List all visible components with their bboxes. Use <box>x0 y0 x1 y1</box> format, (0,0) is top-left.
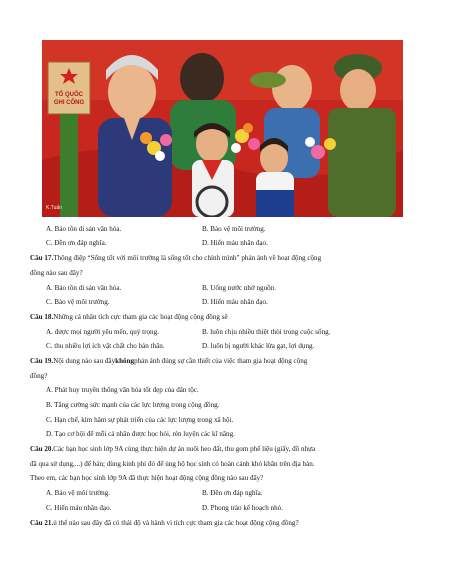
q19-option-a: A. Phát huy truyền thống văn hóa tốt đẹp của dân tộc. <box>46 386 199 395</box>
q16-option-d: D. Hiến máu nhân đạo. <box>202 239 268 248</box>
q18-options-row-2 <box>30 340 425 355</box>
question-document <box>30 222 425 530</box>
q17-stem-line-2 <box>30 266 425 281</box>
q21-text: ủ thể nào sau đây đã có thái độ và hành vi tích cực tham gia các hoạt động cộng đồng? <box>53 518 299 527</box>
q17-option-b: B. Uống nước nhớ nguồn. <box>202 283 277 292</box>
q17-text-2: đồng nào sau đây? <box>30 268 83 277</box>
poster-illustration <box>42 40 403 217</box>
q18-option-a: A. được mọi người yêu mến, quý trọng. <box>46 327 159 336</box>
q16-option-b: B. Bảo vệ môi trường. <box>202 224 266 233</box>
q17-number: Câu 17. <box>30 254 54 263</box>
q20-text-3: Theo em, các bạn học sinh lớp 9A đã thực hiện hoạt động cộng đồng nào sau đây? <box>30 474 264 483</box>
q17-option-d: D. Hiến máu nhân đạo. <box>202 298 268 307</box>
q18-options-row-1 <box>30 325 425 340</box>
q19-stem-line-2 <box>30 369 425 384</box>
q17-options-row-2 <box>30 295 425 310</box>
q21-stem <box>30 516 425 531</box>
q17-stem-line-1 <box>30 251 425 266</box>
q19-text-2: đồng? <box>30 371 48 380</box>
q20-number: Câu 20. <box>30 445 54 454</box>
q17-options-row-1 <box>30 281 425 296</box>
q20-text-1: Các bạn học sinh lớp 9A cùng thực hiện dự án nuôi heo đất, thu gom phế liệu (giấy, đồ nhựa <box>53 445 316 454</box>
q20-options-row-2 <box>30 501 425 516</box>
q18-option-c: C. thu nhiều lợi ích vật chất cho bản thân. <box>46 342 165 351</box>
q18-text: Những cá nhân tích cực tham gia các hoạt động cộng đồng sẽ <box>53 312 228 321</box>
q21-number: Câu 21. <box>30 518 54 527</box>
q16-options-row-1 <box>30 222 425 237</box>
q17-text-1: Thông điệp “Sống tốt với môi trường là sống tốt cho chính mình” phản ánh về hoạt động cộng <box>53 254 322 263</box>
q19-option-d: D. Tạo cơ hội để mỗi cá nhân được học hỏi, rèn luyện các kĩ năng. <box>46 430 235 439</box>
q20-option-a: A. Bảo vệ môi trường. <box>46 489 110 498</box>
q18-option-b: B. luôn chịu nhiều thiệt thòi trong cuộc sống. <box>202 327 331 336</box>
q19-option-b: B. Tăng cường sức mạnh của các lực lượng trong cộng đồng. <box>46 401 220 410</box>
q17-option-c: C. Bảo vệ môi trường. <box>46 298 110 307</box>
q19-text-before: Nội dung nào sau đây <box>53 356 116 365</box>
q19-number: Câu 19. <box>30 356 54 365</box>
q19-stem-line-1 <box>30 354 425 369</box>
q20-stem-line-3 <box>30 472 425 487</box>
sign-text-top: TỔ QUỐC <box>55 92 83 98</box>
q16-options-row-2 <box>30 237 425 252</box>
q20-option-b: B. Đền ơn đáp nghĩa. <box>202 489 263 498</box>
q17-option-a: A. Bảo tồn di sản văn hóa. <box>46 283 122 292</box>
q18-stem <box>30 310 425 325</box>
q16-option-a: A. Bảo tồn di sản văn hóa. <box>46 224 122 233</box>
q18-number: Câu 18. <box>30 312 54 321</box>
q16-option-c: C. Đền ơn đáp nghĩa. <box>46 239 107 248</box>
q20-option-c: C. Hiến máu nhân đạo. <box>46 503 112 512</box>
q19-text-bold: không <box>115 356 135 365</box>
q20-stem-line-2 <box>30 457 425 472</box>
poster-caption: K.Tuấn <box>46 205 62 211</box>
q18-option-d: D. luôn bị người khác lừa gạt, lợi dụng. <box>202 342 315 351</box>
q20-text-2: đã qua sử dụng,...) để bán; dùng kinh phí đó để ủng hộ học sinh có hoàn cảnh khó khăn trên địa bàn. <box>30 459 315 468</box>
q19-text-after: phản ánh đúng sự cần thiết của việc tham gia hoạt động cộng <box>134 356 308 365</box>
sign-text-bottom: GHI CÔNG <box>53 100 85 106</box>
q20-option-d: D. Phong trào kế hoạch nhỏ. <box>202 503 283 512</box>
q20-options-row-1 <box>30 486 425 501</box>
q20-stem-line-1 <box>30 442 425 457</box>
q19-option-c: C. Hạn chế, kìm hãm sự phát triển của các lực lượng trong xã hội. <box>46 415 234 424</box>
